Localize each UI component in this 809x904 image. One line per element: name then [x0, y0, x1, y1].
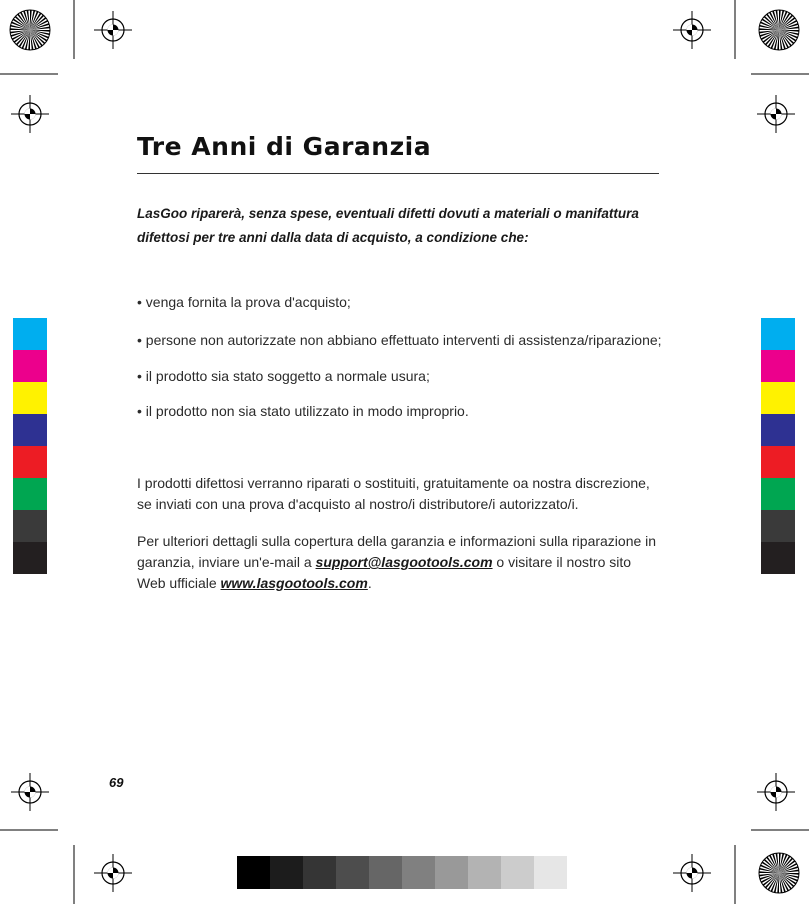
color-swatch	[761, 414, 795, 446]
contact-paragraph	[137, 531, 659, 594]
contact-text: .	[367, 575, 372, 591]
color-swatch	[761, 350, 795, 382]
gray-swatch	[468, 856, 501, 889]
starburst-icon	[759, 853, 799, 893]
contact-text: Per ulteriori dettagli sulla copertura della garanzia e informazioni sulla riparazione in garanzia, inviare un'e-mail a	[137, 533, 657, 570]
grayscale-bar	[237, 856, 567, 889]
starburst-icon	[10, 10, 50, 50]
gray-swatch	[237, 856, 270, 889]
color-swatch	[761, 478, 795, 510]
gray-swatch	[270, 856, 303, 889]
color-bar-left	[13, 318, 47, 574]
condition-item: • il prodotto non sia stato utilizzato in modo improprio.	[137, 403, 469, 419]
gray-swatch	[303, 856, 336, 889]
gray-swatch	[534, 856, 567, 889]
color-swatch	[761, 382, 795, 414]
condition-item: • venga fornita la prova d'acquisto;	[137, 294, 351, 310]
color-swatch	[13, 382, 47, 414]
gray-swatch	[501, 856, 534, 889]
website-link[interactable]: www.lasgootools.com	[220, 575, 368, 591]
gray-swatch	[336, 856, 369, 889]
gray-swatch	[402, 856, 435, 889]
page-number: 69	[109, 775, 124, 790]
title-divider	[137, 173, 659, 174]
color-swatch	[13, 478, 47, 510]
intro-text: LasGoo riparerà, senza spese, eventuali difetti dovuti a materiali o manifattura difettosi per tre anni dalla data di acquisto, a condizione che:	[137, 206, 639, 245]
color-swatch	[13, 542, 47, 574]
starburst-icon	[759, 10, 799, 50]
color-swatch	[13, 446, 47, 478]
color-bar-right	[761, 318, 795, 574]
repair-paragraph: I prodotti difettosi verranno riparati o sostituiti, gratuitamente oa nostra discrezione, se inviati con una prova d'acquisto al nostro/i distributore/i autorizzato/i.	[137, 475, 650, 512]
gray-swatch	[435, 856, 468, 889]
condition-item: • persone non autorizzate non abbiano effettuato interventi di assistenza/riparazione;	[137, 332, 662, 348]
gray-swatch	[369, 856, 402, 889]
color-swatch	[761, 318, 795, 350]
page-title: Tre Anni di Garanzia	[137, 132, 432, 161]
color-swatch	[13, 318, 47, 350]
color-swatch	[761, 446, 795, 478]
color-swatch	[13, 350, 47, 382]
contact-text: o visitare il nostro sito Web ufficiale	[137, 554, 632, 591]
color-swatch	[13, 414, 47, 446]
condition-item: • il prodotto sia stato soggetto a normale usura;	[137, 368, 430, 384]
support-email-link[interactable]: support@lasgootools.com	[315, 554, 493, 570]
color-swatch	[761, 542, 795, 574]
color-swatch	[13, 510, 47, 542]
color-swatch	[761, 510, 795, 542]
